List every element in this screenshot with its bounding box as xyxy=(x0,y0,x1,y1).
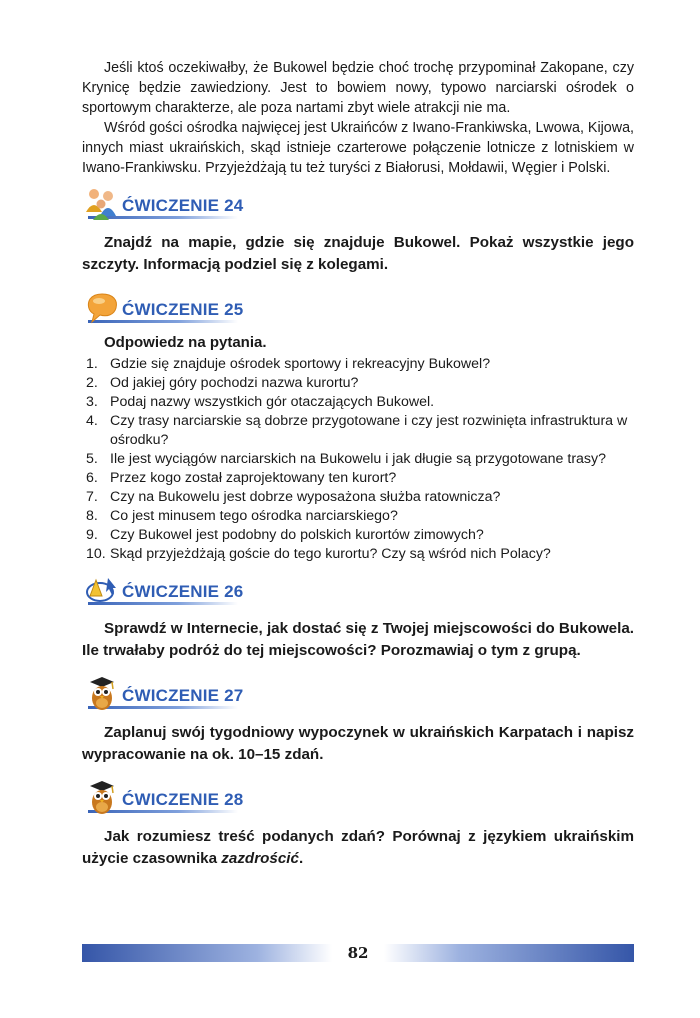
exercise-27-task: Zaplanuj swój tygodniowy wypoczynek w ukraińskich Karpatach i napisz wypracowanie na ok. 10–15 zdań. xyxy=(82,724,634,763)
exercise-24-heading xyxy=(82,186,634,222)
list-item xyxy=(82,412,634,450)
list-item xyxy=(82,469,634,488)
item-number: 9. xyxy=(86,527,98,543)
item-text: Ile jest wyciągów narciarskich na Bukowelu i jak długie są przygotowane trasy? xyxy=(110,451,607,467)
speech-bubble-icon xyxy=(82,290,122,326)
list-item xyxy=(82,507,634,526)
exercise-24-task: Znajdź na mapie, gdzie się znajduje Bukowel. Pokaż wszystkie jego szczyty. Informacją podziel się z kolegami. xyxy=(82,234,634,273)
exercise-27-heading xyxy=(82,676,634,712)
item-number: 6. xyxy=(86,470,98,486)
item-text: Czy na Bukowelu jest dobrze wyposażona służba ratownicza? xyxy=(110,489,501,505)
question-list xyxy=(82,355,634,564)
intro-paragraph-1: Jeśli ktoś oczekiwałby, że Bukowel będzie choć trochę przypominał Zakopane, czy Krynicę będzie zawiedziony. Jest to bowiem nowy, typowo narciarski ośrodek o sportowym charakterze, ale poza nartami zbyt wiele atrakcji nie ma. xyxy=(82,60,634,116)
page-number: 82 xyxy=(347,944,369,962)
item-number: 2. xyxy=(86,375,98,391)
exercise-28-title: ĆWICZENIE 28 xyxy=(122,790,244,809)
item-number: 3. xyxy=(86,394,98,410)
item-text: Co jest minusem tego ośrodka narciarskiego? xyxy=(110,508,398,524)
list-item xyxy=(82,355,634,374)
exercise-25-heading xyxy=(82,290,634,326)
item-text: Podaj nazwy wszystkich gór otaczających Bukowel. xyxy=(110,394,435,410)
item-text: Gdzie się znajduje ośrodek sportowy i rekreacyjny Bukowel? xyxy=(110,356,491,372)
item-text: Od jakiej góry pochodzi nazwa kurortu? xyxy=(110,375,359,391)
owl-graduate-icon xyxy=(82,676,122,712)
item-number: 5. xyxy=(86,451,98,467)
group-people-icon xyxy=(82,186,122,222)
task-verb: zazdrościć xyxy=(221,850,299,867)
item-number: 7. xyxy=(86,489,98,505)
item-number: 8. xyxy=(86,508,98,524)
item-number: 1. xyxy=(86,356,98,372)
exercise-28-task xyxy=(82,826,634,870)
list-item xyxy=(82,488,634,507)
list-item xyxy=(82,450,634,469)
task-text: Jak rozumiesz treść podanych zdań? Porównaj z językiem ukraińskim użycie czasownika xyxy=(82,828,634,867)
item-number: 4. xyxy=(86,413,98,429)
exercise-26-heading xyxy=(82,572,634,608)
owl-graduate-icon xyxy=(82,780,122,816)
list-item xyxy=(82,393,634,412)
intro-paragraph-2: Wśród gości ośrodka najwięcej jest Ukraińców z Iwano-Frankiwska, Lwowa, Kijowa, innych miast ukraińskich, skąd istnieje czarterowe połączenie lotnicze z lotniskiem w Iwano-Frankiwsku. Przyjeżdżają tu też turyści z Białorusi, Mołdawii, Węgier i Polski. xyxy=(82,120,634,176)
task-end: . xyxy=(298,850,304,867)
exercise-25-intro: Odpowiedz na pytania. xyxy=(104,334,267,351)
list-item xyxy=(82,374,634,393)
page-footer xyxy=(82,944,634,962)
exercise-28-heading xyxy=(82,780,634,816)
mouse-cursor-icon xyxy=(82,572,122,608)
exercise-25-title: ĆWICZENIE 25 xyxy=(122,300,244,319)
list-item xyxy=(82,526,634,545)
item-number: 10. xyxy=(86,546,106,562)
exercise-26-task: Sprawdź w Internecie, jak dostać się z Twojej miejscowości do Bukowela. Ile trwałaby podróż do tej miejscowości? Porozmawiaj o tym z grupą. xyxy=(82,620,634,659)
item-text: Przez kogo został zaprojektowany ten kurort? xyxy=(110,470,397,486)
item-text: Skąd przyjeżdżają goście do tego kurortu? Czy są wśród nich Polacy? xyxy=(110,546,551,562)
item-text: Czy Bukowel jest podobny do polskich kurortów zimowych? xyxy=(110,527,484,543)
exercise-24-title: ĆWICZENIE 24 xyxy=(122,196,244,215)
exercise-27-title: ĆWICZENIE 27 xyxy=(122,686,244,705)
exercise-26-title: ĆWICZENIE 26 xyxy=(122,582,244,601)
page-content xyxy=(82,58,634,870)
item-text: Czy trasy narciarskie są dobrze przygotowane i czy jest rozwinięta infrastruktura w ośrodku? xyxy=(110,413,628,448)
list-item xyxy=(82,545,634,564)
